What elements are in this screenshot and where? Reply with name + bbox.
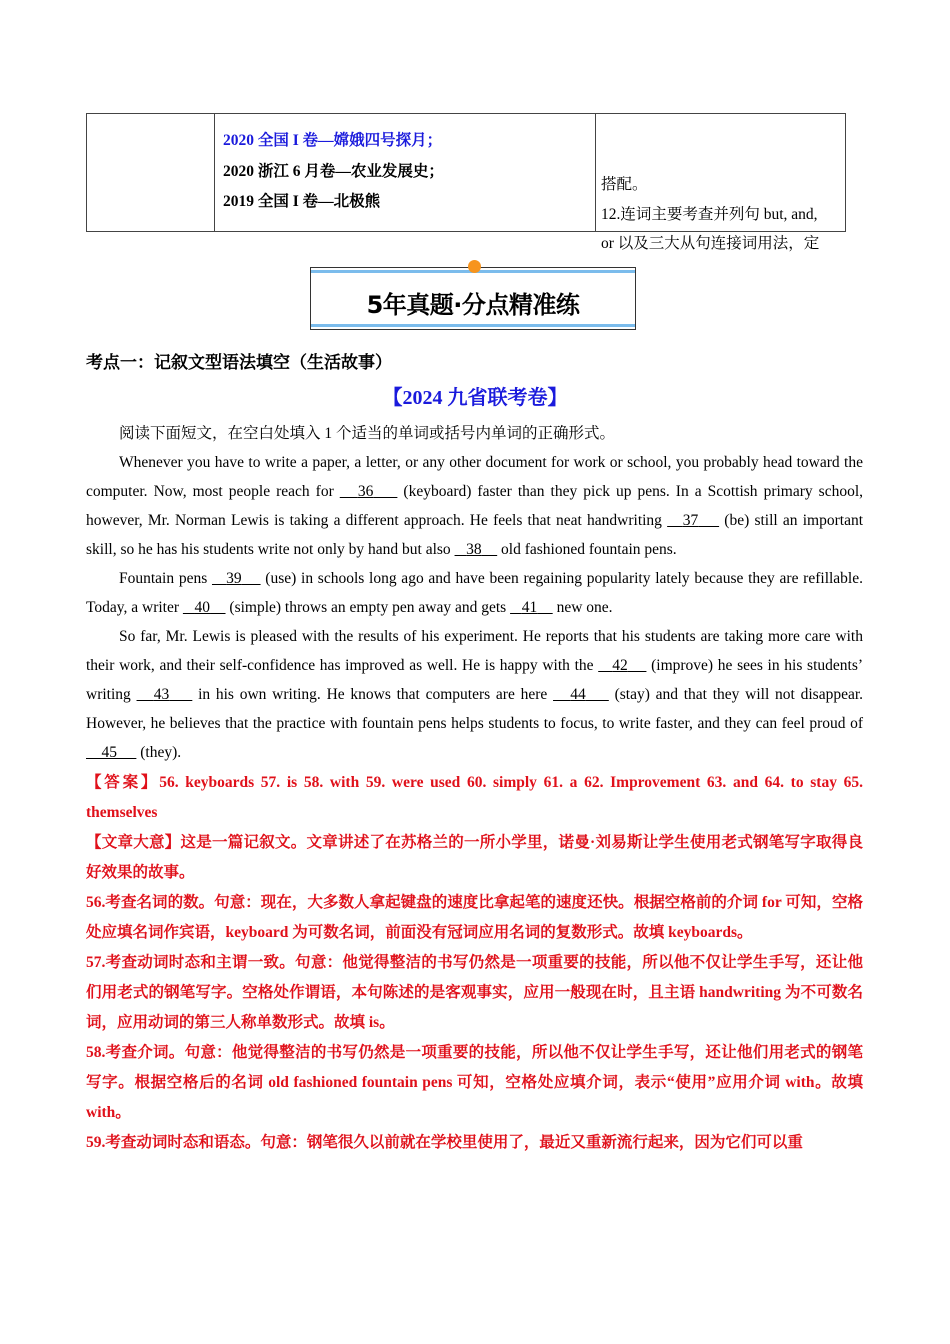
explanation-58: 58.考查介词。句意：他觉得整洁的书写仍然是一项重要的技能，所以他不仅让学生手写，还让他们用老式的钢笔写字。根据空格后的名词 old fashioned fountain pens 可知，空格处应填介词，表示“使用”应用介词 with。故填 with。	[86, 1044, 863, 1121]
banner-line	[311, 324, 635, 327]
blank-42: 42	[612, 657, 628, 674]
passage-body	[86, 419, 863, 1158]
note-line: or 以及三大从句连接词用法，定	[601, 235, 820, 252]
explanation-59: 59.考查动词时态和语态。句意：钢笔很久以前就在学校里使用了，最近又重新流行起来，因为它们可以重	[86, 1134, 803, 1151]
explanation-57: 57.考查动词时态和主谓一致。句意：他觉得整洁的书写仍然是一项重要的技能，所以他不仅让学生手写，还让他们用老式的钢笔写字。空格处作谓语，本句陈述的是客观事实，应用一般现在时，且主语 handwriting 为不可数名词，应用动词的第三人称单数形式。故填 is。	[86, 954, 863, 1031]
blank-40: 40	[194, 599, 211, 616]
blank-41: 41	[521, 599, 538, 616]
blank-38: 38	[466, 541, 482, 558]
blank-36: 36	[357, 483, 374, 500]
exam-title: 【2024 九省联考卷】	[382, 387, 568, 409]
source-item: 2020 全国 I 卷—嫦娥四号探月；	[223, 132, 443, 149]
table-cell-sources	[215, 114, 596, 232]
summary: 【文章大意】这是一篇记叙文。文章讲述了在苏格兰的一所小学里，诺曼·刘易斯让学生使用老式钢笔写字取得良好效果的故事。	[86, 834, 863, 881]
banner-dot-icon	[468, 260, 481, 273]
passage-paragraph: Fountain pens 39 (use) in schools long ago and have been regaining popularity lately because they are refillable. Today, a writer 40 (simple) throws an empty pen away and gets 41 new one.	[86, 570, 863, 616]
source-item: 2020 浙江 6 月卷—农业发展史；	[223, 162, 444, 180]
banner-title: 5年真题·分点精准练	[366, 291, 580, 319]
passage-paragraph: So far, Mr. Lewis is pleased with the results of his experiment. He reports that his students are taking more care with their work, and their self-confidence has improved as well. He is happy with the 42 (improve) he sees in his students’ writing 43 in his own writing. He knows that computers are here 44 (stay) and that they will not disappear. However, he believes that the practice with fountain pens helps students to focus, to write faster, and they can feel proud of 45 (they).	[86, 628, 864, 761]
answer-key: 【答案】56. keyboards 57. is 58. with 59. were used 60. simply 61. a 62. Improvement 63. and 64. to stay 65. themselves	[86, 774, 863, 821]
blank-39: 39	[226, 570, 242, 587]
source-item: 2019 全国 I 卷—北极熊	[223, 193, 381, 210]
table-cell-empty	[87, 114, 215, 232]
blank-45: 45	[101, 744, 117, 761]
instruction: 阅读下面短文，在空白处填入 1 个适当的单词或括号内单词的正确形式。	[119, 425, 616, 442]
blank-43: 43	[153, 686, 170, 703]
note-line: 搭配。	[601, 176, 648, 193]
explanation-56: 56.考查名词的数。句意：现在，大多数人拿起键盘的速度比拿起笔的速度还快。根据空格前的介词 for 可知，空格处应填名词作宾语，keyboard 为可数名词，前面没有冠词应用名词的复数形式。故填 keyboards。	[86, 894, 863, 941]
note-line: 12.连词主要考查并列句 but, and,	[601, 205, 818, 223]
blank-44: 44	[570, 686, 586, 703]
section-banner	[310, 267, 636, 330]
passage-paragraph: Whenever you have to write a paper, a letter, or any other document for work or school, you probably head toward the computer. Now, most people reach for 36 (keyboard) faster than they pick up pens. In a Scottish primary school, however, Mr. Norman Lewis is taking a different approach. He feels that neat handwriting 37 (be) still an important skill, so he has his students write not only by hand but also 38 old fashioned fountain pens.	[86, 454, 864, 558]
section-title: 考点一：记叙文型语法填空（生活故事）	[86, 353, 392, 372]
table-notes-text	[601, 170, 846, 259]
blank-37: 37	[682, 512, 699, 529]
